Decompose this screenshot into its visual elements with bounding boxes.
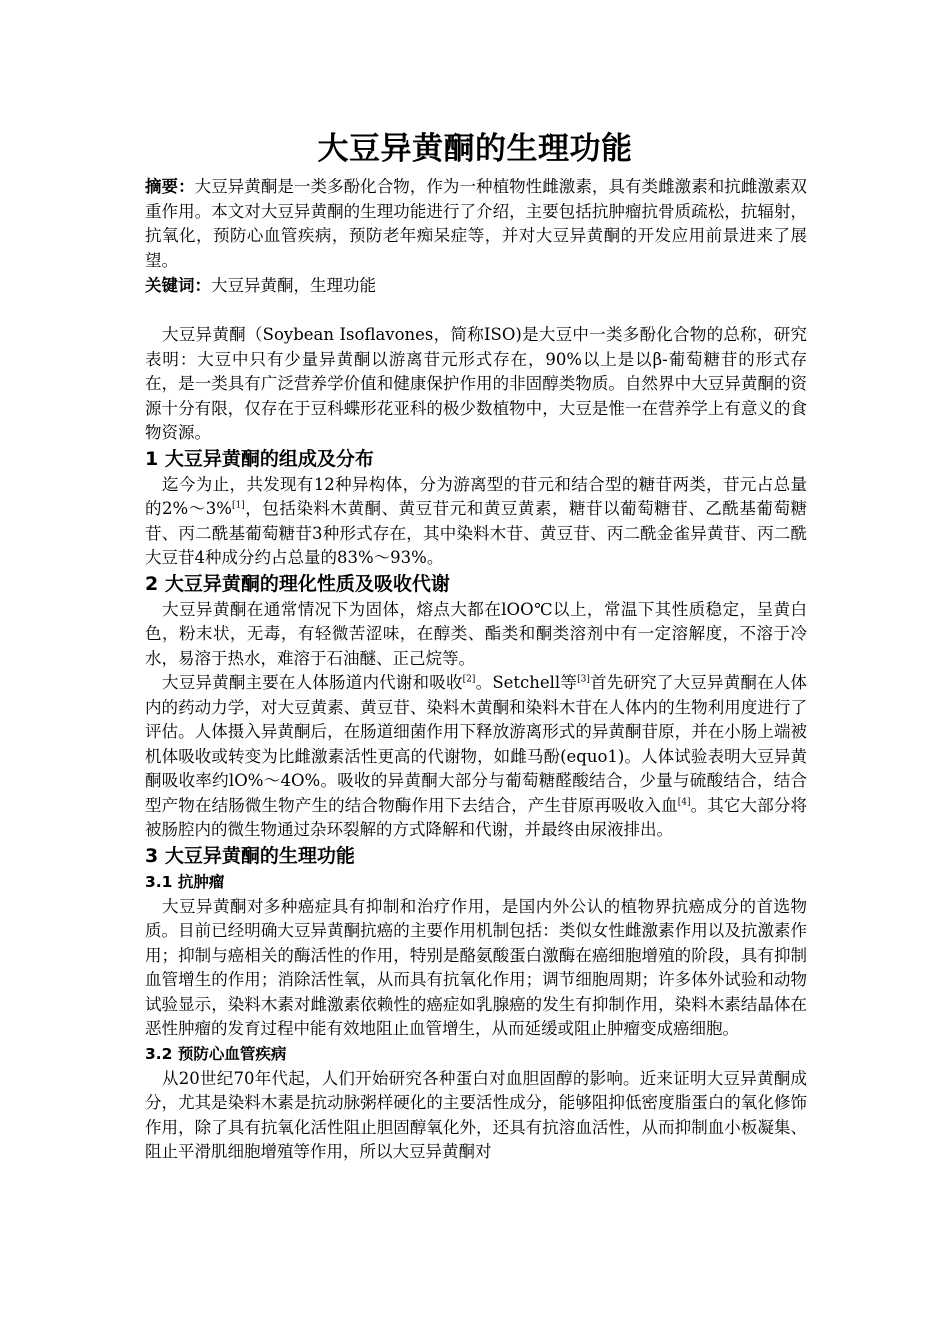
- paragraph-text: 。Setchell等: [475, 673, 578, 692]
- paragraph-text: 大豆异黄酮主要在人体肠道内代谢和吸收: [162, 673, 463, 692]
- abstract-label: 摘要：: [145, 177, 195, 196]
- subsection-3-2-heading: 3.2 预防心血管疾病: [145, 1044, 287, 1063]
- keywords-text: 大豆异黄酮，生理功能: [211, 276, 376, 295]
- paragraph-text: 首先研究了大豆异黄酮在人体内的药动力学，对大豆黄素、黄豆苷、染料木黄酮和染料木苷在人体内的生物利用度进行了评估。人体摄入异黄酮后，在肠道细菌作用下释放游离形式的异黄酮苷原，并在小肠上端被机体吸收或转变为比雌激素活性更高的代谢物，如雌马酚(equo1)。人体试验表明大豆异黄酮吸收率约lO%～4O%。吸收的异黄酮大部分与葡萄糖醛酸结合，少量与硫酸结合，结合型产物在结肠微生物产生的结合物酶作用下去结合，产生苷原再吸收入血: [145, 673, 807, 815]
- citation-ref: [3]: [577, 674, 590, 685]
- section-1-paragraph: [145, 473, 807, 571]
- abstract-text: 大豆异黄酮是一类多酚化合物，作为一种植物性雌激素，具有类雌激素和抗雌激素双重作用。本文对大豆异黄酮的生理功能进行了介绍，主要包括抗肿瘤抗骨质疏松，抗辐射，抗氧化，预防心血管疾病，预防老年痴呆症等，并对大豆异黄酮的开发应用前景进来了展望。: [145, 177, 808, 270]
- subsection-3-1-paragraph: 大豆异黄酮对多种癌症具有抑制和治疗作用，是国内外公认的植物界抗癌成分的首选物质。目前已经明确大豆异黄酮抗癌的主要作用机制包括：类似女性雌激素作用以及抗激素作用；抑制与癌相关的酶活性的作用，特别是酪氨酸蛋白激酶在癌细胞增殖的阶段，具有抑制血管增生的作用；消除活性氧，从而具有抗氧化作用；调节细胞周期；许多体外试验和动物试验显示，染料木素对雌激素依赖性的癌症如乳腺癌的发生有抑制作用，染料木素结晶体在恶性肿瘤的发育过程中能有效地阻止血管增生，从而延缓或阻止肿瘤变成癌细胞。: [145, 896, 807, 1038]
- keywords: [145, 274, 807, 299]
- paragraph-text: ，包括染料木黄酮、黄豆苷元和黄豆黄素，糖苷以葡萄糖苷、乙酰基葡萄糖苷、丙二酰基葡萄糖苷3种形式存在，其中染料木苷、黄豆苷、丙二酰金雀异黄苷、丙二酰大豆苷4种成分约占总量的83%～93%。: [145, 499, 807, 567]
- section-3-heading: 3 大豆异黄酮的生理功能: [145, 844, 355, 867]
- section-1-heading: 1 大豆异黄酮的组成及分布: [145, 447, 374, 470]
- paragraph-text: 迄今为止，共发现有12种异构体，分为游离型的苷元和结合型的糖苷两类，苷元占总量的2%～3%: [145, 474, 807, 518]
- section-2-paragraph-2: [145, 671, 807, 843]
- page-title: 大豆异黄酮的生理功能: [317, 131, 633, 167]
- abstract: [145, 175, 807, 273]
- citation-ref: [2]: [462, 674, 476, 685]
- citation-ref: [4]: [677, 797, 691, 807]
- intro-paragraph: 大豆异黄酮（Soybean Isoflavones，简称ISO)是大豆中一类多酚化合物的总称，研究表明：大豆中只有少量异黄酮以游离苷元形式存在，90%以上是以β-葡萄糖苷的形式存在，是一类具有广泛营养学价值和健康保护作用的非固醇类物质。自然界中大豆异黄酮的资源十分有限，仅存在于豆科蝶形花亚科的极少数植物中，大豆是惟一在营养学上有意义的食物资源。: [145, 325, 807, 442]
- section-2-heading: 2 大豆异黄酮的理化性质及吸收代谢: [145, 572, 450, 595]
- keywords-label: 关键词：: [145, 276, 211, 295]
- subsection-3-1-heading: 3.1 抗肿瘤: [145, 872, 225, 891]
- citation-ref: [1]: [231, 500, 245, 511]
- section-2-paragraph-1: 大豆异黄酮在通常情况下为固体，熔点大都在lOO℃以上，常温下其性质稳定，呈黄白色，粉末状，无毒，有轻微苦涩味，在醇类、酯类和酮类溶剂中有一定溶解度，不溶于冷水，易溶于热水，难溶于石油醚、正己烷等。: [145, 599, 807, 668]
- subsection-3-2-paragraph: 从20世纪70年代起，人们开始研究各种蛋白对血胆固醇的影响。近来证明大豆异黄酮成分，尤其是染料木素是抗动脉粥样硬化的主要活性成分，能够阻抑低密度脂蛋白的氧化修饰作用，除了具有抗氧化活性阻止胆固醇氧化外，还具有抗溶血活性，从而抑制血小板凝集、阻止平滑肌细胞增殖等作用，所以大豆异黄酮对: [145, 1068, 807, 1161]
- article-body: [145, 323, 807, 1165]
- paragraph-text: 。其它大部分将被肠腔内的微生物通过杂环裂解的方式降解和代谢，并最终由尿液排出。: [145, 795, 808, 839]
